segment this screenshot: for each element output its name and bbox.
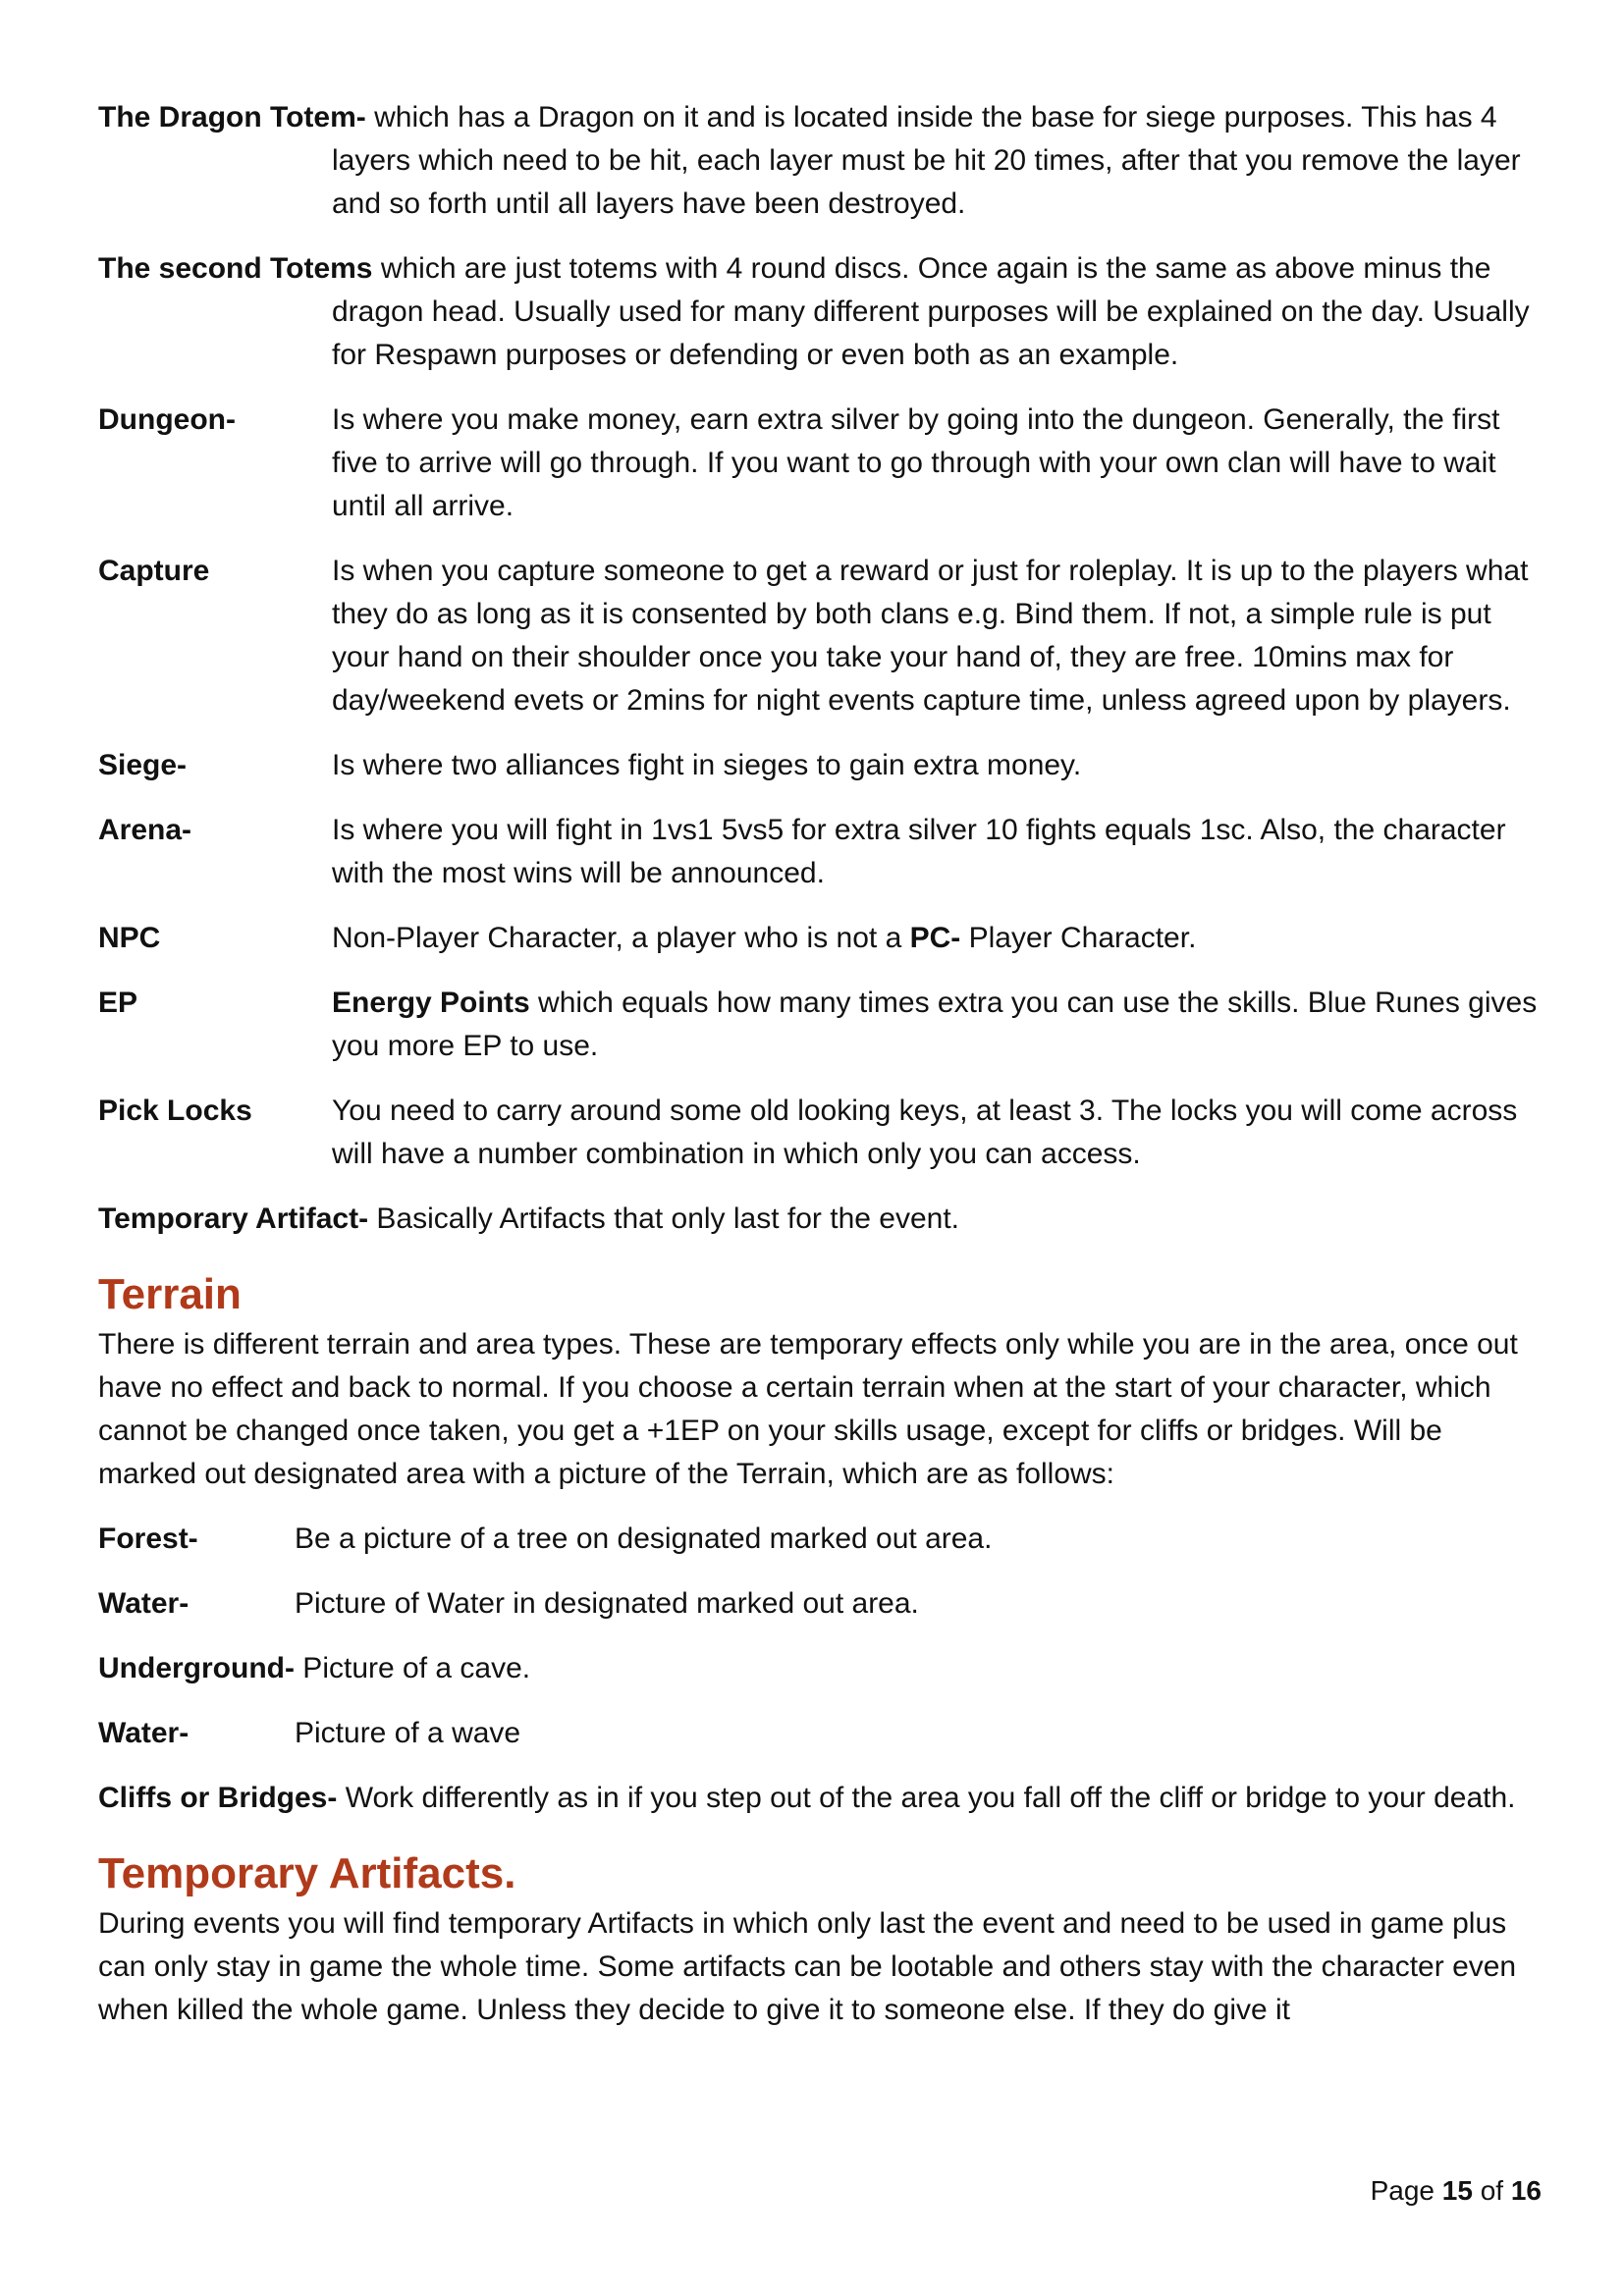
definition-dungeon xyxy=(98,399,1542,528)
term: Arena- xyxy=(98,814,192,846)
definition-text: Be a picture of a tree on designated marked out area. xyxy=(295,1522,993,1555)
term: Water- xyxy=(98,1587,189,1620)
definition-arena xyxy=(98,809,1542,895)
term: Temporary Artifact- xyxy=(98,1202,369,1235)
terrain-forest xyxy=(98,1518,1542,1561)
page-number xyxy=(1371,2175,1542,2207)
definition-text xyxy=(332,982,1542,1068)
total-pages: 16 xyxy=(1510,2175,1542,2206)
entry-text: which are just totems with 4 round discs. Once again is the same as above minus the dragon head. Usually used for many different purposes will be explained on the day. Usually for Respawn purposes or defending or even both as an example. xyxy=(332,252,1530,371)
text-bold: PC- xyxy=(909,922,961,954)
definition-text xyxy=(332,917,1542,960)
text-part: Player Character. xyxy=(960,922,1197,954)
term: Underground- xyxy=(98,1652,295,1684)
section-heading-temporary-artifacts: Temporary Artifacts. xyxy=(98,1849,516,1897)
entry-text: Work differently as in if you step out of the area you fall off the cliff or bridge to your death. xyxy=(337,1782,1516,1814)
definition-text: Is where two alliances fight in sieges to gain extra money. xyxy=(332,749,1082,781)
text-part: which equals how many times extra you can use the skills. Blue Runes gives you more EP to use. xyxy=(332,987,1538,1062)
definition-ep xyxy=(98,982,1542,1068)
term: Dungeon- xyxy=(98,403,236,436)
text-part: Non-Player Character, a player who is not a xyxy=(332,922,910,954)
current-page: 15 xyxy=(1441,2175,1473,2206)
definition-text: Is when you capture someone to get a reward or just for roleplay. It is up to the players what they do as long as it is consented by both clans e.g. Bind them. If not, a simple rule is put your hand on their shoulder once you take your hand of, they are free. 10mins max for day/weekend evets or 2mins for night events capture time, unless agreed upon by players. xyxy=(332,555,1529,717)
footer-prefix: Page xyxy=(1370,2175,1442,2206)
terrain-underground xyxy=(98,1647,1542,1690)
terrain-cliffs xyxy=(98,1777,1542,1820)
definition-text: Is where you make money, earn extra silver by going into the dungeon. Generally, the first five to arrive will go through. If you want to go through with your own clan will have to wait until all arrive. xyxy=(332,403,1500,522)
artifacts-text: During events you will find temporary Artifacts in which only last the event and need to be used in game plus can only stay in game the whole time. Some artifacts can be lootable and others stay with the character even when killed the whole game. Unless they decide to give it to someone else. If they do give it xyxy=(98,1907,1517,2026)
definition-text: Picture of Water in designated marked out area. xyxy=(295,1587,919,1620)
definition-text: You need to carry around some old looking keys, at least 3. The locks you will come across will have a number combination in which only you can access. xyxy=(332,1095,1518,1170)
term: Capture xyxy=(98,555,210,587)
terrain-water xyxy=(98,1582,1542,1626)
entry-text: which has a Dragon on it and is located inside the base for siege purposes. This has 4 layers which need to be hit, each layer must be hit 20 times, after that you remove the layer and so forth until all layers have been destroyed. xyxy=(332,101,1521,220)
term: Water- xyxy=(98,1717,189,1749)
section-heading-terrain: Terrain xyxy=(98,1270,242,1318)
definition-npc xyxy=(98,917,1542,960)
term: EP xyxy=(98,987,138,1019)
entry-text: Picture of a cave. xyxy=(294,1652,531,1684)
term: The second Totems xyxy=(98,252,373,285)
definition-capture xyxy=(98,550,1542,722)
definition-text: Picture of a wave xyxy=(295,1717,521,1749)
definition-text: Is where you will fight in 1vs1 5vs5 for extra silver 10 fights equals 1sc. Also, the character with the most wins will be announced. xyxy=(332,814,1506,889)
definition-siege xyxy=(98,744,1542,787)
term: Pick Locks xyxy=(98,1095,252,1127)
entry-second-totems xyxy=(98,247,1542,377)
footer-mid: of xyxy=(1472,2175,1511,2206)
document-page xyxy=(98,96,1542,2032)
term: Cliffs or Bridges- xyxy=(98,1782,338,1814)
entry-dragon-totem xyxy=(98,96,1542,226)
entry-temporary-artifact xyxy=(98,1198,1542,1241)
term: NPC xyxy=(98,922,161,954)
text-bold: Energy Points xyxy=(332,987,530,1019)
terrain-intro: There is different terrain and area types. These are temporary effects only while you are in the area, once out have no effect and back to normal. If you choose a certain terrain when at the start of your character, which cannot be changed once taken, you get a +1EP on your skills usage, except for cliffs or bridges. Will be marked out designated area with a picture of the Terrain, which are as follows: xyxy=(98,1328,1518,1490)
terrain-water-wave xyxy=(98,1712,1542,1755)
definition-pick-locks xyxy=(98,1090,1542,1176)
term: The Dragon Totem- xyxy=(98,101,366,133)
entry-text: Basically Artifacts that only last for the event. xyxy=(368,1202,960,1235)
term: Siege- xyxy=(98,749,188,781)
term: Forest- xyxy=(98,1522,198,1555)
